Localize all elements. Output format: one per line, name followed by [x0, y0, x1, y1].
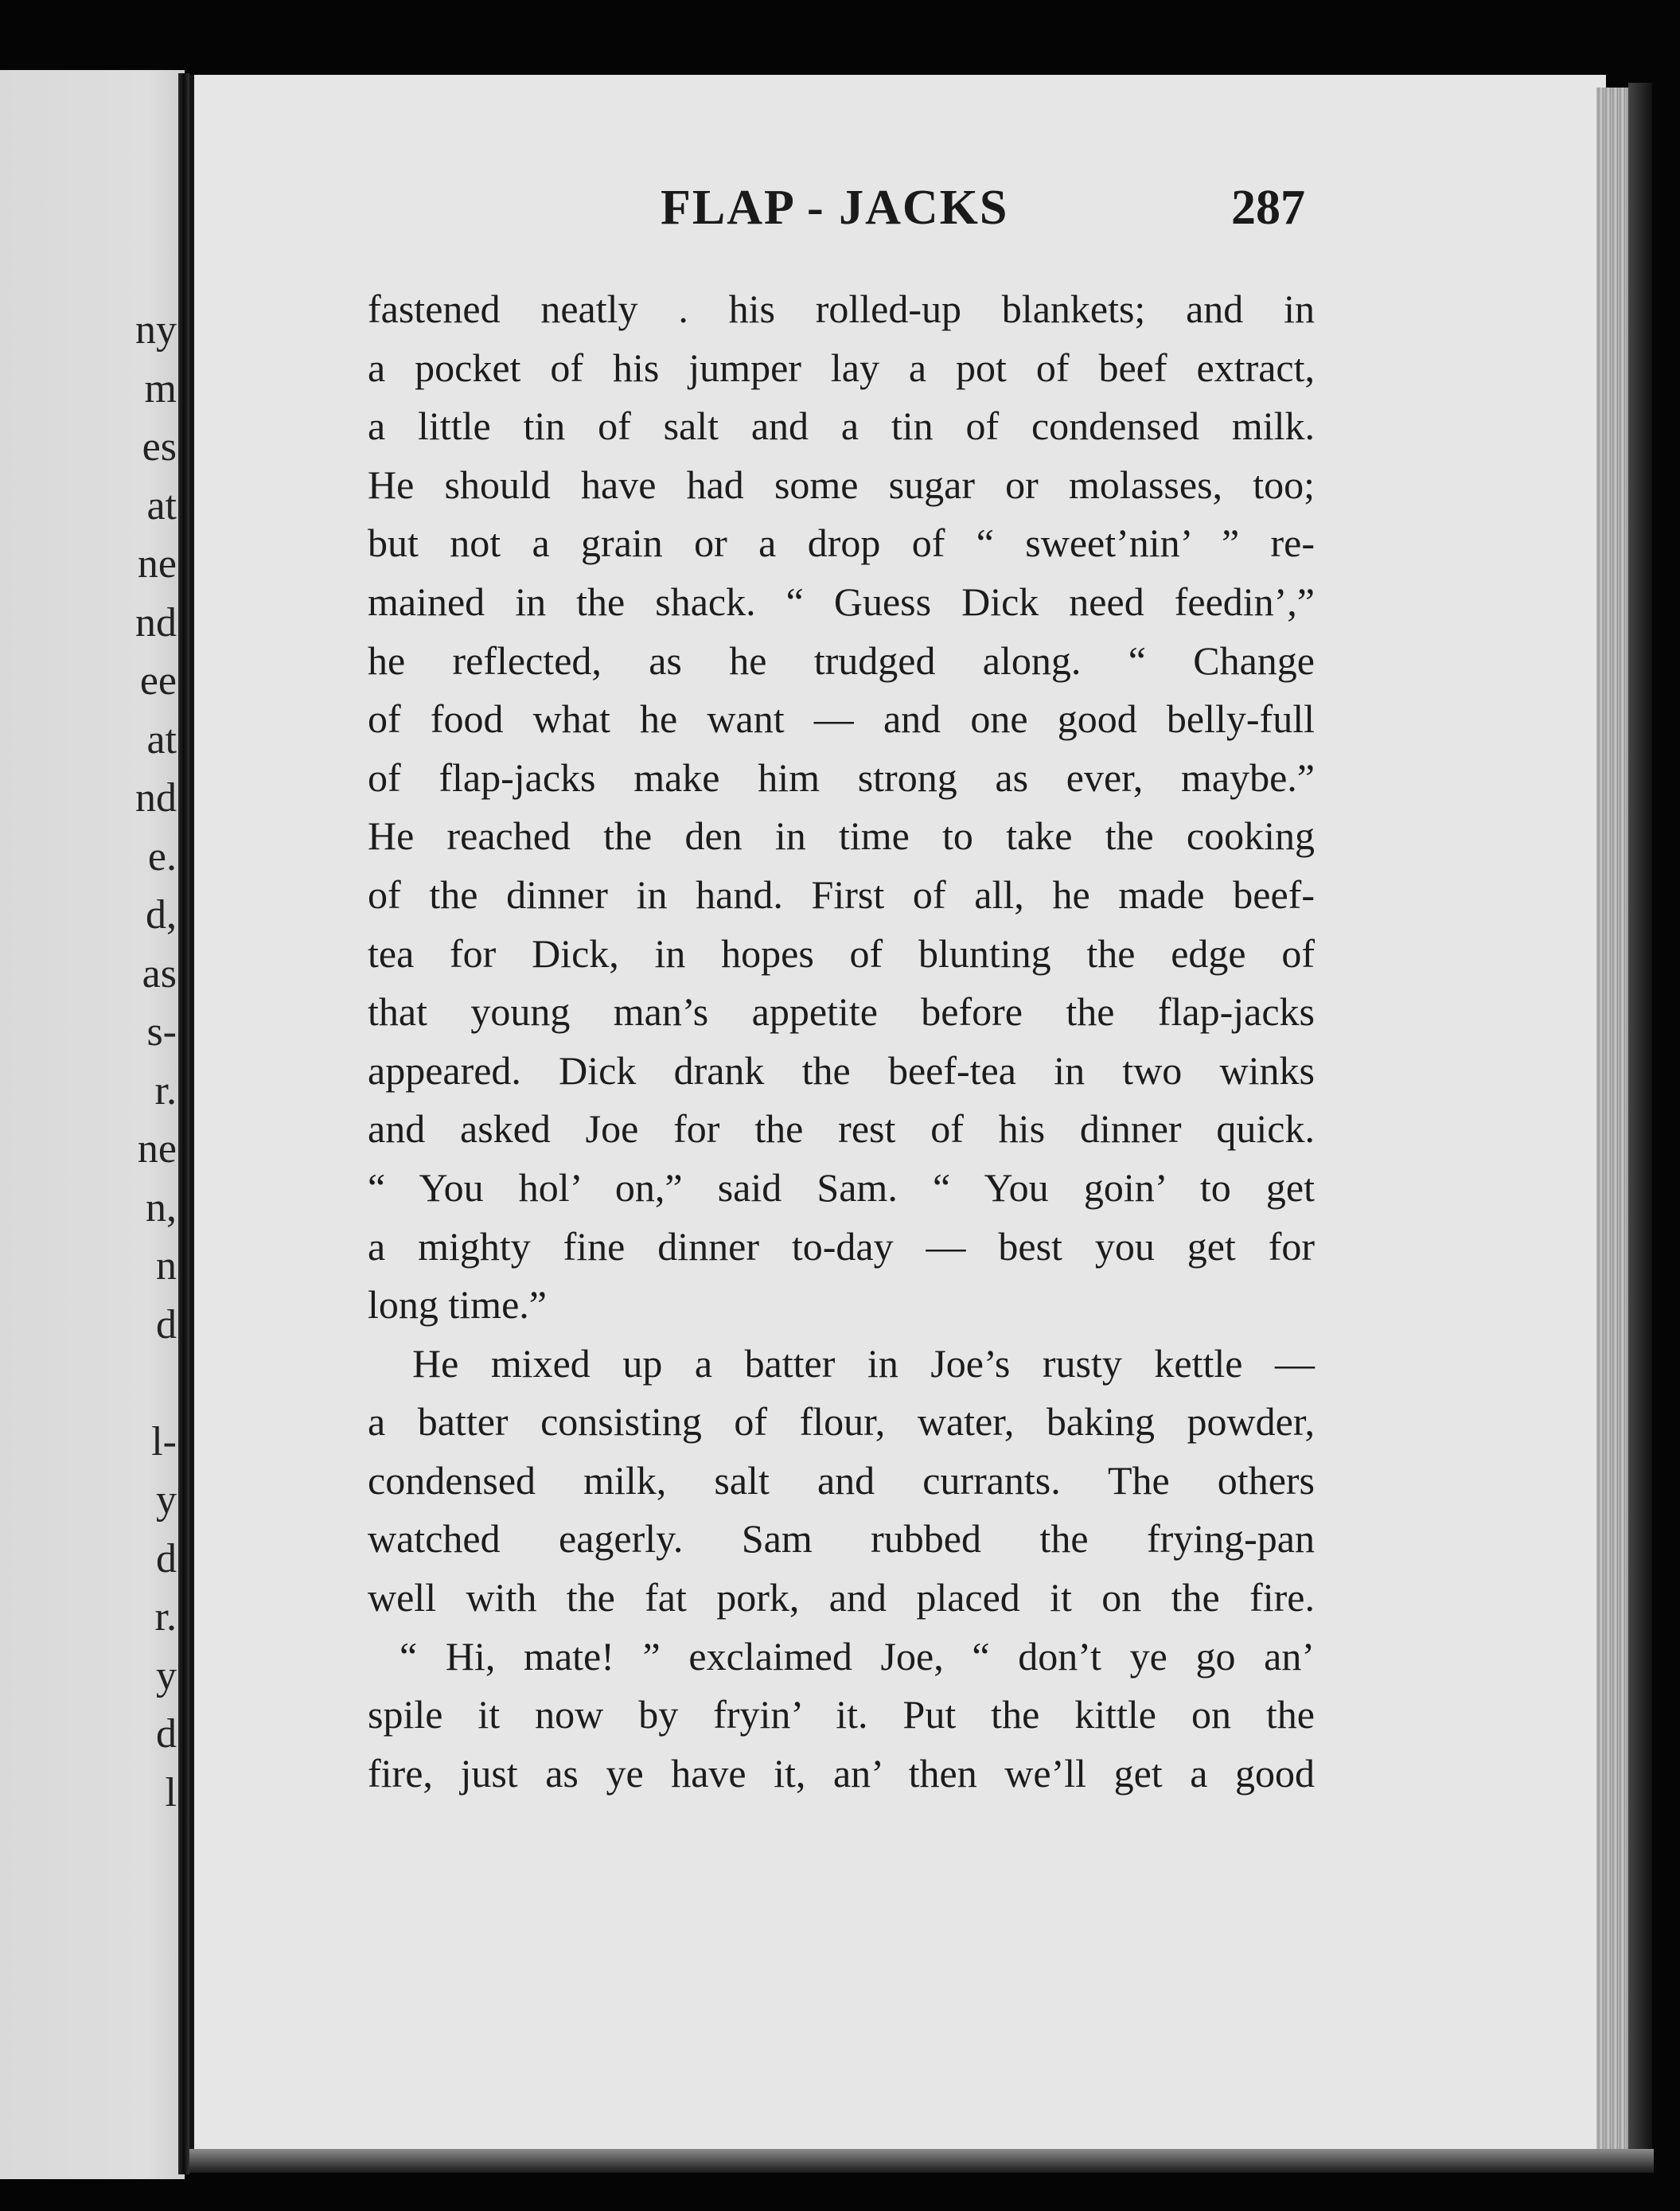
book-spine	[178, 73, 189, 2174]
text-line: long time.”	[368, 1282, 547, 1328]
text-line: a little tin of salt and a tin of condensed milk.	[368, 404, 1315, 449]
fragment: n	[156, 1243, 177, 1289]
fragment	[135, 1354, 177, 1413]
text-line: of flap-jacks make him strong as ever, maybe.”	[368, 755, 1315, 800]
text-line: appeared. Dick drank the beef-tea in two winks	[368, 1047, 1315, 1093]
bottom-shadow	[189, 2149, 1654, 2173]
fragment: nd	[135, 775, 177, 821]
fragment: d	[156, 1535, 177, 1581]
text-line: tea for Dick, in hopes of blunting the edge of	[368, 930, 1315, 976]
text-line: and asked Joe for the rest of his dinner quick.	[368, 1106, 1315, 1152]
fragment: l	[165, 1769, 177, 1815]
running-head	[374, 180, 1313, 244]
fragment: at	[146, 716, 177, 762]
fragment: y	[156, 1652, 177, 1698]
body-text	[368, 280, 1315, 1803]
fragment: at	[146, 482, 177, 528]
text-line: fastened neatly . his rolled-up blankets; and in	[368, 287, 1315, 331]
text-line: but not a grain or a drop of “ sweet’nin’ ” re-	[368, 521, 1315, 566]
fragment: d,	[146, 892, 177, 938]
fragment: d	[156, 1711, 177, 1757]
text-line: fire, just as ye have it, an’ then we’ll get a good	[368, 1750, 1315, 1796]
text-line: of the dinner in hand. First of all, he made beef-	[368, 872, 1315, 917]
left-facing-page	[0, 70, 185, 2179]
text-line: of food what he want — and one good belly-full	[368, 696, 1315, 742]
text-line: “ Hi, mate! ” exclaimed Joe, “ don’t ye go an’	[400, 1633, 1315, 1679]
text-line: a pocket of his jumper lay a pot of beef extract,	[368, 345, 1315, 390]
fragment: es	[142, 424, 177, 470]
fragment: ny	[135, 307, 177, 353]
book-cover-edge	[1628, 83, 1652, 2160]
fragment: nd	[135, 599, 177, 645]
fragment: l-	[151, 1418, 177, 1464]
fragment: ne	[137, 541, 177, 587]
text-line: well with the fat pork, and placed it on the fire.	[368, 1575, 1315, 1620]
fragment: r.	[154, 1594, 177, 1640]
fragment: n,	[146, 1184, 177, 1230]
fragment: ne	[137, 1126, 177, 1172]
text-line: He reached the den in time to take the cooking	[368, 813, 1315, 859]
left-page-text-fragments	[135, 301, 177, 1822]
text-line: mained in the shack. “ Guess Dick need feedin’,”	[368, 579, 1315, 624]
fragment: m	[144, 365, 177, 411]
text-line: a mighty fine dinner to-day — best you get for	[368, 1223, 1315, 1269]
fragment: ee	[139, 658, 177, 704]
text-line: He should have had some sugar or molasses, too;	[368, 462, 1315, 507]
text-line: spile it now by fryin’ it. Put the kittle on the	[368, 1692, 1315, 1737]
fragment: e.	[147, 833, 177, 879]
text-line: he reflected, as he trudged along. “ Change	[368, 638, 1315, 683]
fragment: s-	[146, 1009, 177, 1055]
text-line: a batter consisting of flour, water, baking powder,	[368, 1399, 1315, 1445]
page-edges	[1596, 88, 1628, 2157]
text-line: condensed milk, salt and currants. The others	[368, 1457, 1315, 1503]
page-number: 287	[1231, 181, 1305, 235]
running-title: FLAP - JACKS	[661, 181, 1009, 235]
text-line: watched eagerly. Sam rubbed the frying-pan	[368, 1516, 1315, 1562]
fragment: as	[142, 950, 177, 996]
fragment: y	[156, 1477, 177, 1523]
fragment: d	[156, 1301, 177, 1347]
fragment: r.	[154, 1067, 177, 1113]
text-line: “ You hol’ on,” said Sam. “ You goin’ to get	[368, 1164, 1315, 1210]
text-line: He mixed up a batter in Joe’s rusty kettle —	[412, 1340, 1315, 1386]
text-line: that young man’s appetite before the flap-jacks	[368, 989, 1315, 1035]
